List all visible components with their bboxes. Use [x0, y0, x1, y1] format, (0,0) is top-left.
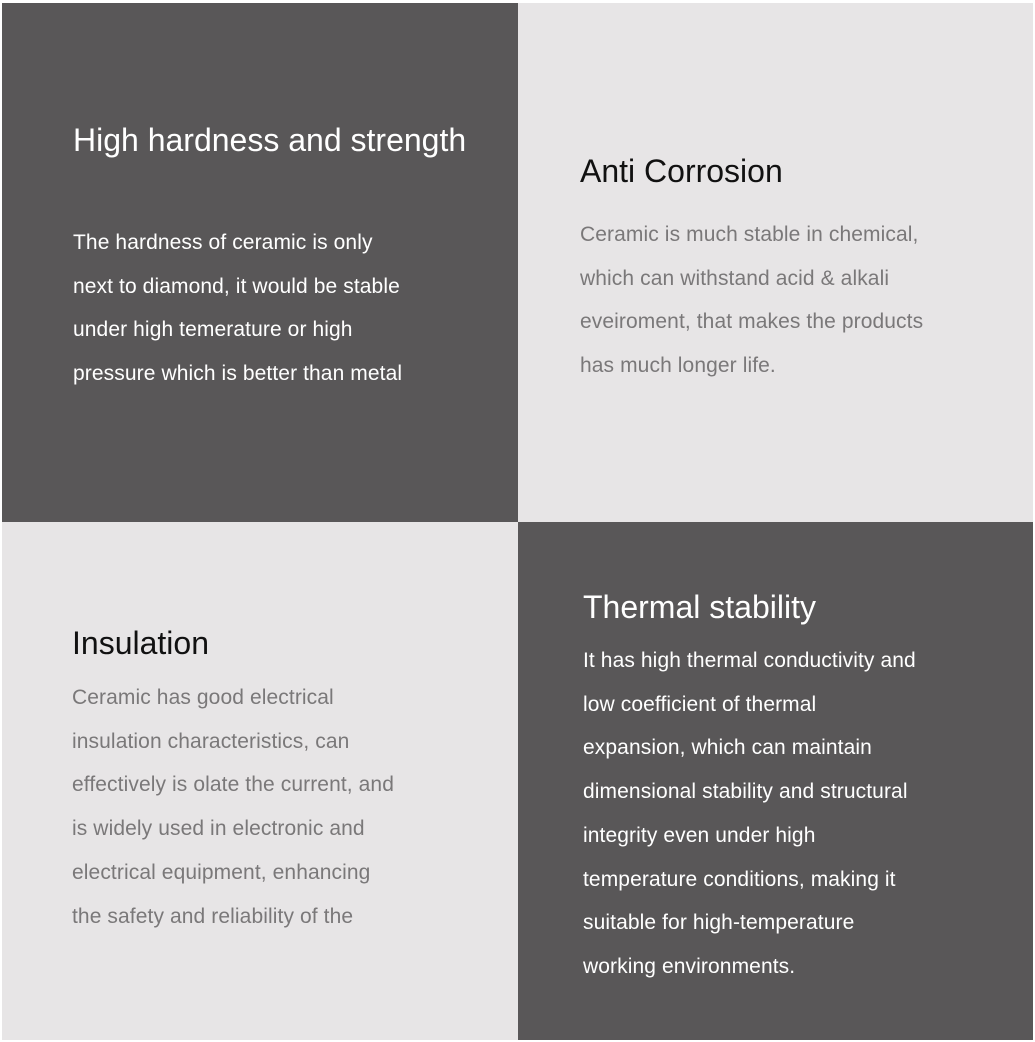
feature-description: Ceramic has good electrical insulation characteristics, can effectively is olate the current, and is widely used in electronic and electrical equipment, enhancing the safety and reliability of the: [72, 686, 394, 928]
feature-description: It has high thermal conductivity and low coefficient of thermal expansion, which can maintain dimensional stability and structural integrity even under high temperature conditions, making it suitable for high-temperature working environments.: [583, 649, 916, 978]
feature-card-hardness: [2, 3, 518, 522]
feature-card-insulation: [2, 522, 518, 1040]
feature-description: Ceramic is much stable in chemical, which can withstand acid & alkali eveiroment, that makes the products has much longer life.: [580, 223, 924, 378]
feature-card-thermal-stability: [518, 522, 1033, 1040]
feature-description: The hardness of ceramic is only next to diamond, it would be stable under high temerature or high pressure which is better than metal: [73, 231, 403, 386]
feature-title: Insulation: [72, 625, 209, 661]
feature-title: Anti Corrosion: [580, 153, 783, 189]
feature-grid: [2, 3, 1033, 1040]
feature-title: High hardness and strength: [73, 122, 467, 158]
feature-card-anti-corrosion: [518, 3, 1033, 522]
feature-title: Thermal stability: [583, 589, 816, 625]
